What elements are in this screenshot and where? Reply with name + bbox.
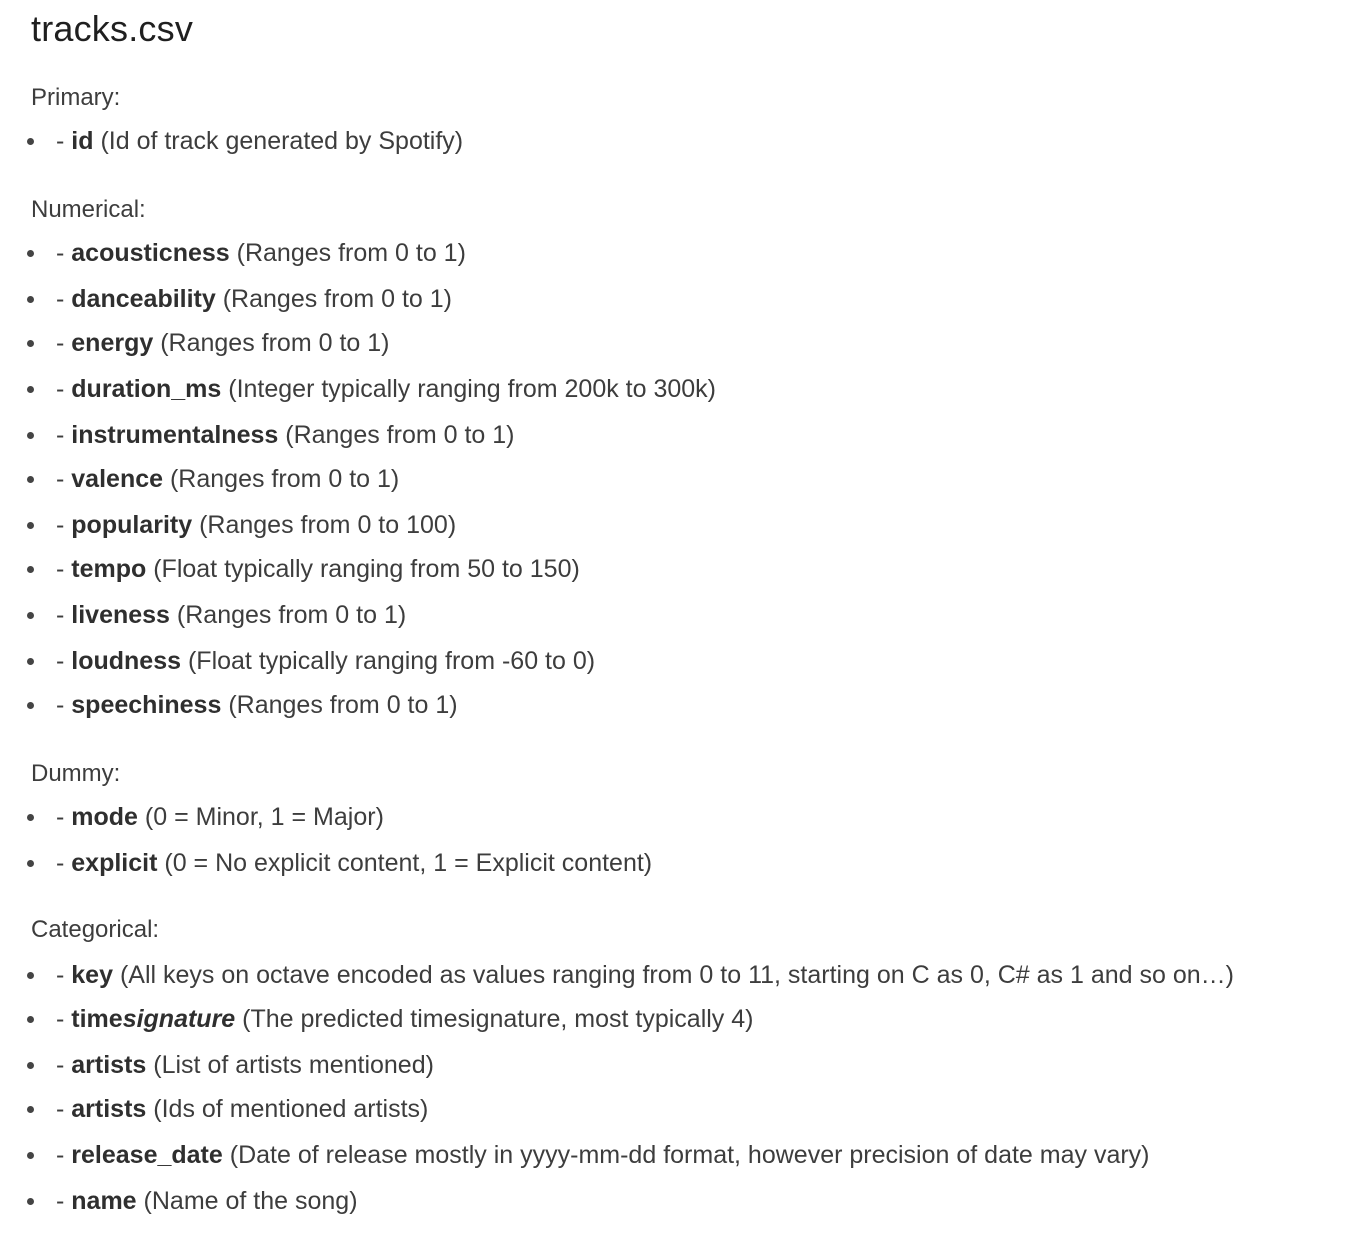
bullet-icon	[27, 138, 34, 145]
bullet-icon	[27, 1106, 34, 1113]
field-description: (The predicted timesignature, most typically 4)	[235, 1005, 754, 1033]
field-description: (Integer typically ranging from 200k to 300k)	[221, 375, 717, 403]
section-label-dummy: Dummy:	[31, 760, 121, 787]
bullet-icon	[27, 522, 34, 529]
field-name: energy	[71, 329, 154, 357]
field-description: (Ranges from 0 to 1)	[221, 691, 458, 719]
field-description: (Ranges from 0 to 1)	[229, 239, 466, 267]
field-name: time	[71, 1005, 123, 1033]
bullet-icon	[27, 1152, 34, 1159]
field-description: (Ids of mentioned artists)	[146, 1095, 429, 1123]
section-label-primary: Primary:	[31, 84, 121, 111]
bullet-icon	[27, 432, 34, 439]
field-name: artists	[71, 1095, 147, 1123]
bullet-icon	[27, 658, 34, 665]
field-description: (Ranges from 0 to 1)	[169, 601, 407, 629]
field-description: (0 = Minor, 1 = Major)	[137, 803, 384, 831]
bullet-icon	[27, 250, 34, 257]
bullet-icon	[27, 296, 34, 303]
field-name: mode	[71, 803, 138, 831]
field-description: (0 = No explicit content, 1 = Explicit content)	[157, 849, 653, 877]
field-name: acousticness	[71, 239, 230, 267]
field-description: (Float typically ranging from 50 to 150)	[146, 555, 580, 583]
bullet-icon	[27, 814, 34, 821]
bullet-icon	[27, 1062, 34, 1069]
field-name: valence	[71, 465, 164, 493]
field-name: id	[71, 127, 94, 155]
bullet-icon	[27, 972, 34, 979]
field-description: (Ranges from 0 to 1)	[278, 421, 515, 449]
bullet-icon	[27, 860, 34, 867]
field-description: (List of artists mentioned)	[146, 1051, 434, 1079]
field-description: (Ranges from 0 to 100)	[192, 511, 457, 539]
field-name: instrumentalness	[71, 421, 279, 449]
field-description: (Id of track generated by Spotify)	[93, 127, 464, 155]
field-name: speechiness	[71, 691, 222, 719]
field-name: name	[71, 1187, 137, 1215]
field-name: danceability	[71, 285, 216, 313]
section-label-numerical: Numerical:	[31, 196, 146, 223]
bullet-icon	[27, 702, 34, 709]
field-name: explicit	[71, 849, 158, 877]
field-description: (All keys on octave encoded as values ranging from 0 to 11, starting on C as 0, C# as 1 and so on…)	[113, 961, 1234, 989]
field-name: tempo	[71, 555, 147, 583]
bullet-icon	[27, 612, 34, 619]
field-name: duration_ms	[71, 375, 222, 403]
bullet-icon	[27, 476, 34, 483]
field-name: liveness	[71, 601, 170, 629]
bullet-icon	[27, 386, 34, 393]
field-name-emphasis: signature	[122, 1005, 236, 1033]
field-description: (Name of the song)	[136, 1187, 358, 1215]
bullet-icon	[27, 340, 34, 347]
field-description: (Ranges from 0 to 1)	[215, 285, 452, 313]
field-description: (Float typically ranging from -60 to 0)	[181, 647, 596, 675]
page-title: tracks.csv	[31, 8, 194, 49]
field-name: popularity	[71, 511, 193, 539]
bullet-icon	[27, 1198, 34, 1205]
field-description: (Ranges from 0 to 1)	[153, 329, 390, 357]
bullet-icon	[27, 566, 34, 573]
field-name: loudness	[71, 647, 182, 675]
section-label-categorical: Categorical:	[31, 916, 160, 943]
bullet-icon	[27, 1016, 34, 1023]
field-name: artists	[71, 1051, 147, 1079]
field-name: key	[71, 961, 113, 989]
field-description: (Ranges from 0 to 1)	[163, 465, 400, 493]
field-description: (Date of release mostly in yyyy-mm-dd format, however precision of date may vary)	[222, 1141, 1150, 1169]
field-name: release_date	[71, 1141, 223, 1169]
